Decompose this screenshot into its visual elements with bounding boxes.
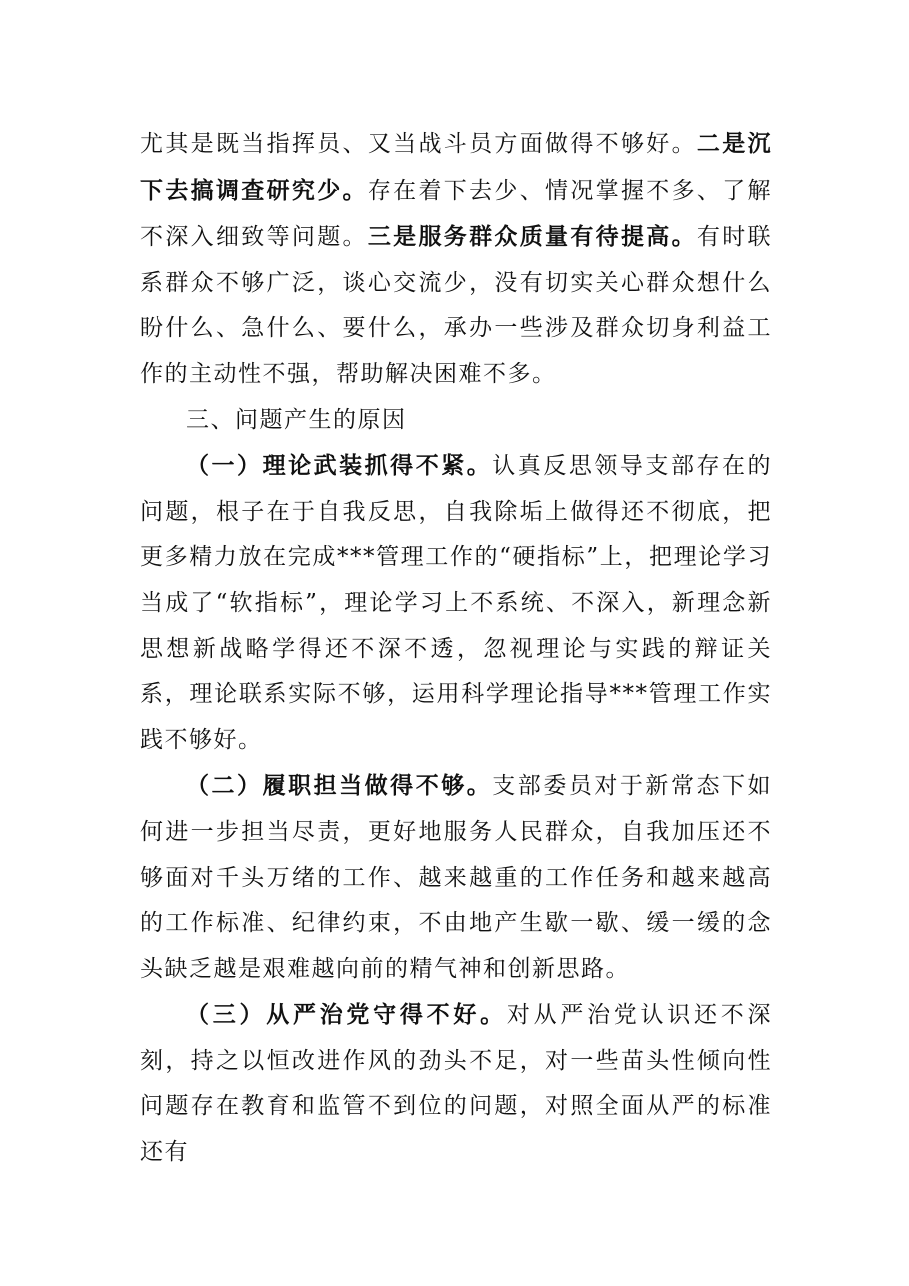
reason-item-1-text: 认真反思领导支部存在的问题，根子在于自我反思，自我除垢上做得还不彻底，把更多精力放在完成***管理工作的“硬指标”上，把理论学习当成了“软指标”，理论学习上不系统、不深入，新理念新思想新战略学得还不深不透，忽视理论与实践的辩证关系，理论联系实际不够，运用科学理论指导***管理工作实践不够好。 [140,453,773,753]
reason-item-3 [140,992,772,1175]
reason-item-1 [140,443,772,763]
reason-item-3-title: （三）从严治党守得不好。 [186,1001,507,1029]
document-body [140,121,772,1176]
reason-item-2-text: 支部委员对于新常态下如何进一步担当尽责，更好地服务人民群众，自我加压还不够面对千头万绪的工作、越来越重的工作任务和越来越高的工作标准、纪律约束，不由地产生歇一歇、缓一缓的念头缺乏越是艰难越向前的精气神和创新思路。 [140,773,773,982]
paragraph-text: 尤其是既当指挥员、又当战斗员方面做得不够好。 [140,131,697,157]
reason-item-3-text: 对从严治党认识还不深刻，持之以恒改进作风的劲头不足，对一些苗头性倾向性问题存在教育和监管不到位的问题，对照全面从严的标准还有 [140,1002,773,1166]
section-heading: 三、问题产生的原因 [186,406,407,433]
reason-item-2 [140,763,772,992]
paragraph-continuation [140,121,772,398]
paragraph-text: 有时联系群众不够广泛，谈心交流少，没有切实关心群众想什么盼什么、急什么、要什么，承办一些涉及群众切身利益工作的主动性不强，帮助解决困难不多。 [140,224,772,387]
point-two-heading: 二是沉下去搞调查研究少。 [140,130,772,204]
point-three-heading: 三是服务群众质量有待提高。 [367,223,697,251]
paragraph-text: 存在着下去少、情况掌握不多、了解不深入细致等问题。 [140,177,772,251]
reason-item-1-title: （一）理论武装抓得不紧。 [186,452,493,480]
reason-item-2-title: （二）履职担当做得不够。 [186,772,493,800]
